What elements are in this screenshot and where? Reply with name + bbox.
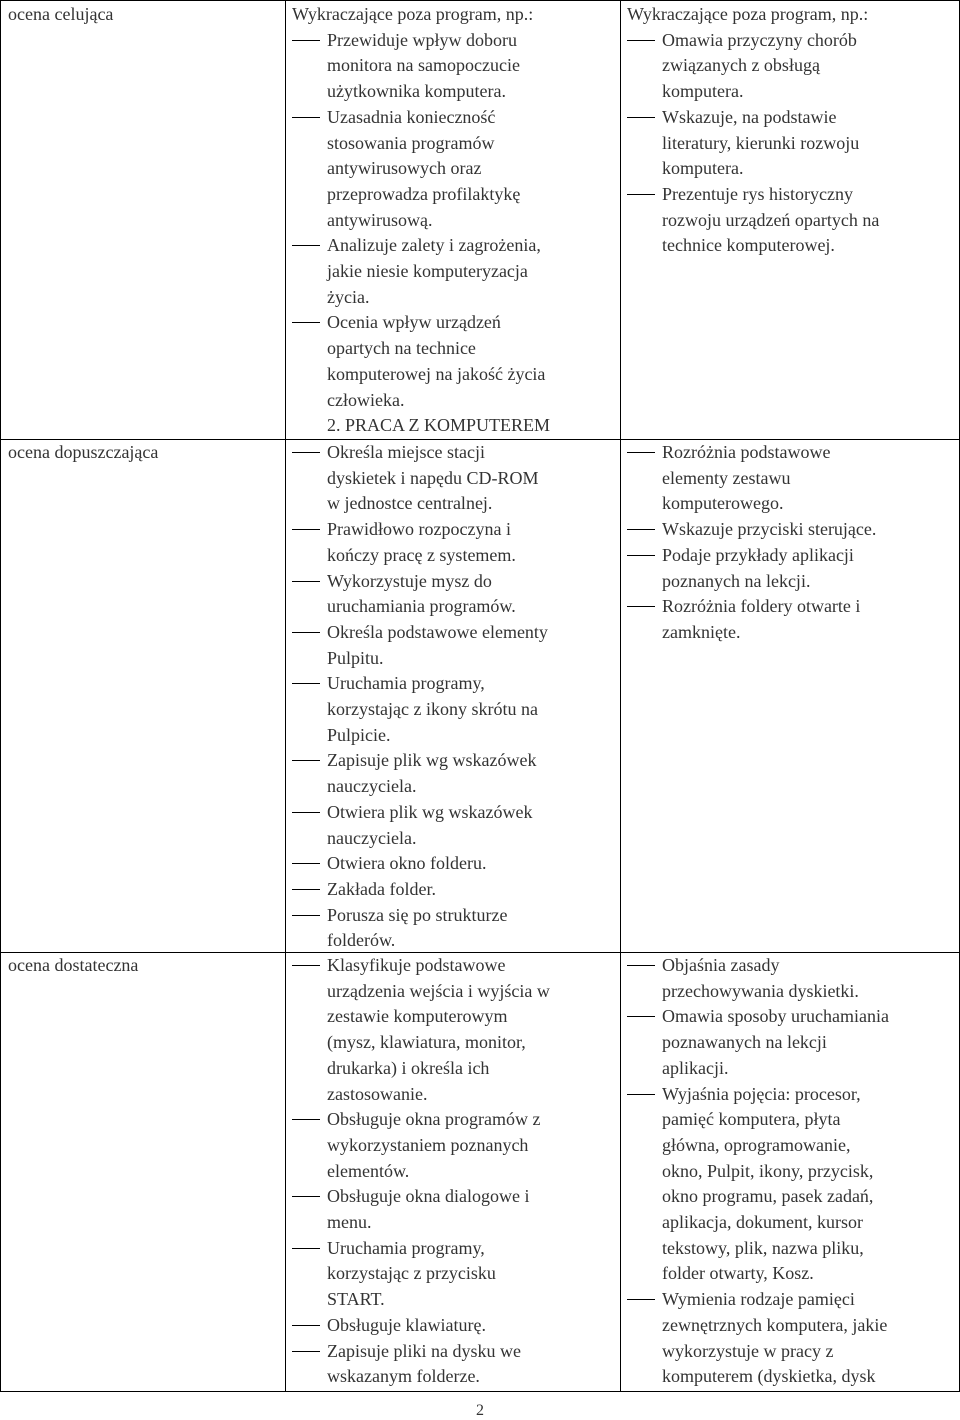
dash-bullet-icon (292, 683, 320, 684)
list-item-text: Pulpitu. (327, 647, 384, 668)
list-item (292, 1339, 617, 1390)
list-item-text: przechowywania dyskietki. (662, 980, 859, 1001)
list-item-text: rozwoju urządzeń opartych na (662, 209, 880, 230)
requirements-list (627, 28, 957, 259)
dash-bullet-icon (627, 117, 655, 118)
list-item-text: Analizuje zalety i zagrożenia, (327, 235, 541, 256)
requirements-list (292, 440, 617, 954)
grade-label: ocena dopuszczająca (8, 442, 159, 462)
list-item-text: Podaje przykłady aplikacji (662, 544, 854, 565)
list-item-text: antywirusowych oraz (327, 158, 482, 179)
list-item-text: Porusza się po strukturze (327, 904, 508, 925)
dash-bullet-icon (292, 1325, 320, 1326)
list-item (627, 105, 957, 182)
list-item-text: pamięć komputera, płyta (662, 1109, 841, 1130)
list-item (627, 543, 957, 594)
dash-bullet-icon (292, 529, 320, 530)
list-item-text: kończy pracę z systemem. (327, 544, 516, 565)
list-item-text: korzystając z ikony skrótu na (327, 699, 538, 720)
list-item-text: folderów. (327, 930, 396, 951)
list-item-text: Rozróżnia foldery otwarte i (662, 596, 861, 617)
table-border-bottom (0, 1391, 960, 1392)
list-item-text: Omawia przyczyny chorób (662, 29, 857, 50)
list-item-text: w jednostce centralnej. (327, 493, 493, 514)
list-item-text: jakie niesie komputeryzacja (327, 261, 528, 282)
list-item-text: korzystając z przycisku (327, 1263, 496, 1284)
list-item-text: aplikacja, dokument, kursor (662, 1212, 863, 1233)
list-item-text: zewnętrznych komputera, jakie (662, 1314, 888, 1335)
list-item (627, 440, 957, 517)
list-item-text: Otwiera okno folderu. (327, 853, 487, 874)
list-item-text: Otwiera plik wg wskazówek (327, 801, 533, 822)
list-item (292, 748, 617, 799)
list-item (292, 233, 617, 310)
dash-bullet-icon (292, 863, 320, 864)
list-item-text: użytkownika komputera. (327, 81, 506, 102)
list-item-text: Prezentuje rys historyczny (662, 183, 853, 204)
requirements-list (627, 440, 957, 646)
dash-bullet-icon (292, 889, 320, 890)
list-item-text: główna, oprogramowanie, (662, 1134, 851, 1155)
cell-intro: Wykraczające poza program, np.: (292, 4, 534, 24)
list-item-text: Określa podstawowe elementy (327, 621, 548, 642)
list-item-text: Uruchamia programy, (327, 1237, 485, 1258)
dash-bullet-icon (292, 1196, 320, 1197)
list-item-text: menu. (327, 1212, 372, 1233)
list-item-text: aplikacji. (662, 1057, 729, 1078)
dash-bullet-icon (292, 452, 320, 453)
list-item-text: literatury, kierunki rozwoju (662, 132, 860, 153)
list-item-text: Wykorzystuje mysz do (327, 570, 492, 591)
list-item-text: Omawia sposoby uruchamiania (662, 1006, 889, 1027)
dash-bullet-icon (292, 760, 320, 761)
list-item-text: zamknięte. (662, 621, 741, 642)
dash-bullet-icon (627, 40, 655, 41)
table-border-top (0, 0, 960, 1)
list-item-text: Obsługuje okna programów z (327, 1109, 541, 1130)
table-divider-1 (285, 0, 286, 1392)
requirements-list (292, 28, 617, 414)
table-border-left (0, 0, 1, 1392)
dash-bullet-icon (292, 632, 320, 633)
dash-bullet-icon (627, 529, 655, 530)
list-item (292, 440, 617, 517)
list-item-text: Klasyfikuje podstawowe (327, 955, 506, 975)
list-item-text: nauczyciela. (327, 827, 417, 848)
dash-bullet-icon (292, 1248, 320, 1249)
table-divider-2 (620, 0, 621, 1392)
dash-bullet-icon (292, 245, 320, 246)
list-item-text: START. (327, 1289, 385, 1310)
list-item-text: Rozróżnia podstawowe (662, 442, 831, 462)
list-item-text: Objaśnia zasady (662, 955, 780, 975)
list-item-text: Zakłada folder. (327, 878, 436, 899)
list-item (292, 1313, 617, 1339)
list-item-text: poznawanych na lekcji (662, 1032, 827, 1053)
dash-bullet-icon (292, 1351, 320, 1352)
list-item (292, 1107, 617, 1184)
list-item-text: uruchamiania programów. (327, 596, 516, 617)
list-item-text: Określa miejsce stacji (327, 442, 485, 462)
grade-label: ocena celująca (8, 4, 114, 24)
list-item (292, 620, 617, 671)
grade-label: ocena dostateczna (8, 955, 139, 975)
list-item-text: Zapisuje pliki na dysku we (327, 1340, 521, 1361)
requirements-basic-cell (292, 953, 617, 1390)
list-item (627, 182, 957, 259)
dash-bullet-icon (292, 581, 320, 582)
list-item-text: Obsługuje klawiaturę. (327, 1314, 486, 1335)
list-item-text: poznanych na lekcji. (662, 570, 811, 591)
list-item-text: Wskazuje przyciski sterujące. (662, 519, 877, 540)
list-item-text: stosowania programów (327, 132, 495, 153)
list-item (292, 877, 617, 903)
list-item (627, 517, 957, 543)
requirements-extended-cell (627, 440, 957, 646)
list-item-text: urządzenia wejścia i wyjścia w (327, 980, 550, 1001)
cell-intro: Wykraczające poza program, np.: (627, 4, 869, 24)
list-item-text: antywirusową. (327, 209, 433, 230)
list-item (292, 105, 617, 234)
list-item-text: okno programu, pasek zadań, (662, 1186, 874, 1207)
dash-bullet-icon (627, 1016, 655, 1017)
list-item-text: Zapisuje plik wg wskazówek (327, 750, 537, 771)
dash-bullet-icon (627, 1299, 655, 1300)
list-item-text: człowieka. (327, 389, 405, 410)
list-item (292, 28, 617, 105)
requirements-basic-cell (292, 2, 617, 413)
list-item (627, 1082, 957, 1288)
list-item (292, 800, 617, 851)
list-item-text: Uruchamia programy, (327, 673, 485, 694)
list-item (292, 1236, 617, 1313)
requirements-extended-cell (627, 953, 957, 1390)
list-item-text: folder otwarty, Kosz. (662, 1263, 814, 1284)
list-item (292, 569, 617, 620)
dash-bullet-icon (292, 812, 320, 813)
dash-bullet-icon (292, 1119, 320, 1120)
dash-bullet-icon (627, 194, 655, 195)
list-item-text: opartych na technice (327, 338, 476, 359)
list-item-text: komputerem (dyskietka, dysk (662, 1366, 876, 1387)
requirements-basic-cell (292, 440, 617, 954)
list-item-text: (mysz, klawiatura, monitor, (327, 1032, 526, 1053)
list-item-text: komputera. (662, 158, 744, 179)
list-item-text: wykorzystuje w pracy z (662, 1340, 834, 1361)
dash-bullet-icon (627, 606, 655, 607)
list-item-text: Wskazuje, na podstawie (662, 106, 837, 127)
list-item-text: komputerowego. (662, 493, 784, 514)
list-item-text: Uzasadnia konieczność (327, 106, 496, 127)
dash-bullet-icon (627, 555, 655, 556)
list-item-text: Wymienia rodzaje pamięci (662, 1289, 855, 1310)
list-item-text: związanych z obsługą (662, 55, 820, 76)
dash-bullet-icon (627, 1094, 655, 1095)
list-item (292, 517, 617, 568)
list-item-text: Prawidłowo rozpoczyna i (327, 519, 511, 540)
requirements-list (627, 953, 957, 1390)
list-item (292, 851, 617, 877)
list-item (627, 594, 957, 645)
requirements-list (292, 953, 617, 1390)
list-item-text: życia. (327, 286, 370, 307)
list-item (292, 1184, 617, 1235)
dash-bullet-icon (627, 965, 655, 966)
list-item-text: Ocenia wpływ urządzeń (327, 312, 501, 333)
list-item (627, 953, 957, 1004)
list-item-text: monitora na samopoczucie (327, 55, 520, 76)
dash-bullet-icon (292, 322, 320, 323)
list-item-text: przeprowadza profilaktykę (327, 183, 521, 204)
list-item-text: wykorzystaniem poznanych (327, 1134, 529, 1155)
requirements-extended-cell (627, 2, 957, 259)
list-item (292, 671, 617, 748)
list-item-text: Wyjaśnia pojęcia: procesor, (662, 1083, 861, 1104)
list-item-text: zestawie komputerowym (327, 1006, 508, 1027)
list-item-text: Pulpicie. (327, 724, 391, 745)
list-item-text: zastosowanie. (327, 1083, 428, 1104)
dash-bullet-icon (292, 117, 320, 118)
page-number: 2 (476, 1402, 484, 1419)
list-item-text: okno, Pulpit, ikony, przycisk, (662, 1160, 874, 1181)
list-item-text: elementy zestawu (662, 467, 791, 488)
dash-bullet-icon (292, 965, 320, 966)
list-item (292, 903, 617, 954)
list-item (627, 1287, 957, 1390)
dash-bullet-icon (627, 452, 655, 453)
list-item-text: komputerowej na jakość życia (327, 363, 546, 384)
section-title: 2. PRACA Z KOMPUTEREM (327, 415, 551, 435)
list-item-text: drukarka) i określa ich (327, 1057, 490, 1078)
list-item (292, 953, 617, 1107)
list-item (292, 310, 617, 413)
list-item (627, 28, 957, 105)
list-item-text: elementów. (327, 1160, 410, 1181)
list-item-text: technice komputerowej. (662, 235, 835, 256)
list-item-text: komputera. (662, 81, 744, 102)
list-item-text: tekstowy, plik, nazwa pliku, (662, 1237, 864, 1258)
dash-bullet-icon (292, 915, 320, 916)
dash-bullet-icon (292, 40, 320, 41)
list-item-text: dyskietek i napędu CD-ROM (327, 467, 539, 488)
list-item (627, 1004, 957, 1081)
list-item-text: Obsługuje okna dialogowe i (327, 1186, 530, 1207)
list-item-text: Przewiduje wpływ doboru (327, 29, 517, 50)
list-item-text: nauczyciela. (327, 776, 417, 797)
list-item-text: wskazanym folderze. (327, 1366, 480, 1387)
